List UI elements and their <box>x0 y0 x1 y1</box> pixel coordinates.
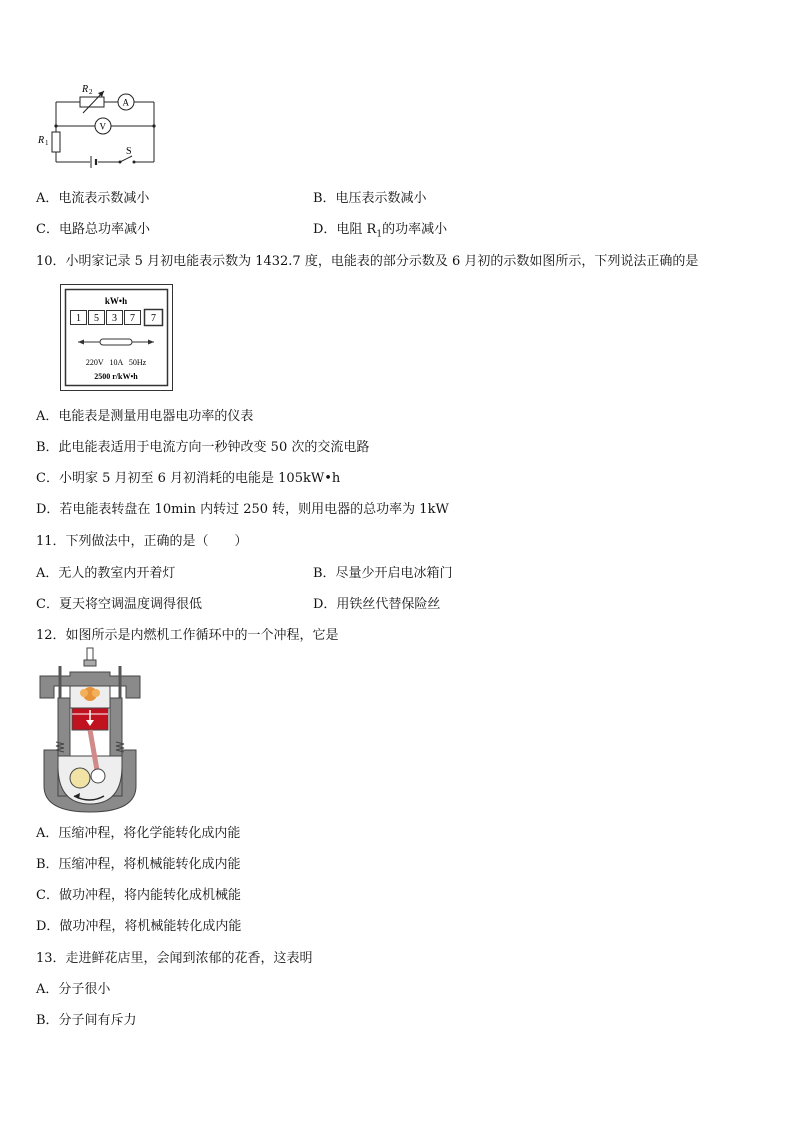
q9-option-d-sub: 1 <box>376 229 383 240</box>
r1-label-sub: 1 <box>45 139 49 147</box>
q12-option-b: B．压缩冲程，将机械能转化成内能 <box>36 857 241 872</box>
meter-digit: 3 <box>112 313 117 324</box>
voltmeter-label: V <box>99 121 106 132</box>
q12-stem: 12．如图所示是内燃机工作循环中的一个冲程，它是 <box>36 628 339 643</box>
r2-label: R <box>82 84 89 95</box>
crankshaft-icon <box>70 768 90 788</box>
q9-option-d-post: 的功率减小 <box>382 222 448 237</box>
spark-plug-icon <box>87 648 93 660</box>
r1-label: R <box>38 135 45 146</box>
meter-digit-decimal: 7 <box>151 313 156 324</box>
q9-option-b: B．电压表示数减小 <box>313 191 427 206</box>
meter-digit: 5 <box>94 313 99 324</box>
q12-option-d: D．做功冲程，将机械能转化成内能 <box>36 919 242 934</box>
r1-resistor <box>52 132 60 152</box>
q9-option-c: C．电路总功率减小 <box>36 222 150 237</box>
circuit-diagram <box>36 80 161 172</box>
r2-resistor <box>80 97 104 107</box>
q9-option-d-pre: D．电阻 R <box>313 222 377 237</box>
q11-option-d: D．用铁丝代替保险丝 <box>313 597 441 612</box>
q11-option-a: A．无人的教室内开着灯 <box>36 566 176 581</box>
q11-option-b: B．尽量少开启电冰箱门 <box>313 566 453 581</box>
meter-ratings: 220V 10A 50Hz <box>85 358 147 367</box>
q10-option-d: D．若电能表转盘在 10min 内转过 250 转，则用电器的总功率为 1kW <box>36 502 449 517</box>
q10-option-b: B．此电能表适用于电流方向一秒钟改变 50 次的交流电路 <box>36 440 370 455</box>
meter-constant: 2500 r/kW•h <box>94 372 138 381</box>
switch-label: S <box>126 146 132 157</box>
q11-stem: 11．下列做法中，正确的是（ ） <box>36 534 248 549</box>
meter-digit: 1 <box>76 313 81 324</box>
engine-diagram <box>36 646 142 814</box>
q13-stem: 13．走进鲜花店里，会闻到浓郁的花香，这表明 <box>36 951 313 966</box>
q12-option-a: A．压缩冲程，将化学能转化成内能 <box>36 826 241 841</box>
q13-option-a: A．分子很小 <box>36 982 111 997</box>
q10-option-a: A．电能表是测量用电器电功率的仪表 <box>36 409 254 424</box>
q9-option-a: A．电流表示数减小 <box>36 191 150 206</box>
r2-label-sub: 2 <box>89 88 93 96</box>
q12-option-c: C．做功冲程，将内能转化成机械能 <box>36 888 241 903</box>
q9-option-d <box>313 218 447 240</box>
q11-option-c: C．夏天将空调温度调得很低 <box>36 597 202 612</box>
energy-meter <box>60 284 173 391</box>
meter-digit: 7 <box>130 313 135 324</box>
q10-option-c: C．小明家 5 月初至 6 月初消耗的电能是 105kW•h <box>36 471 341 486</box>
q10-stem: 10．小明家记录 5 月初电能表示数为 1432.7 度，电能表的部分示数及 6 月初的示数如图所示，下列说法正确的是 <box>36 254 699 269</box>
meter-unit: kW•h <box>104 296 128 306</box>
ammeter-label: A <box>122 97 129 108</box>
q13-option-b: B．分子间有斥力 <box>36 1013 137 1028</box>
